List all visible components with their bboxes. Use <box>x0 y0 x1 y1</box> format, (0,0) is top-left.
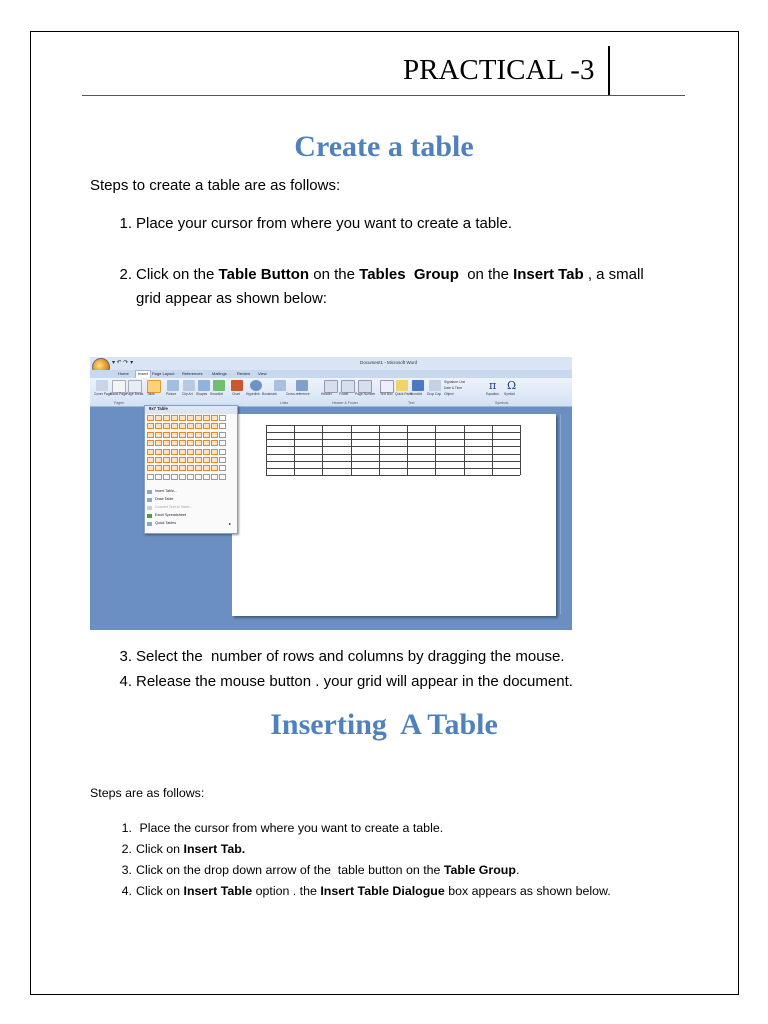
smartart-icon <box>213 380 225 391</box>
grid-cell <box>171 465 178 471</box>
ribbon-label: Equation <box>486 392 500 396</box>
grid-cell <box>187 474 194 480</box>
insert-table-icon <box>147 490 152 494</box>
list-text-continued: grid appear as shown below: <box>136 290 327 307</box>
list-text: box appears as shown below. <box>444 884 611 898</box>
grid-cell <box>155 449 162 455</box>
ribbon-label: Page Break <box>126 392 144 396</box>
grid-cell <box>171 423 178 429</box>
grid-cell <box>171 474 178 480</box>
header-rule <box>82 95 685 96</box>
list-text: on the <box>458 266 514 283</box>
bookmark-icon <box>274 380 286 391</box>
group-label-symbols: Symbols <box>495 401 509 405</box>
bold-term: Insert Table <box>183 884 253 898</box>
list-text: Click on the <box>136 266 219 283</box>
excel-icon <box>147 514 152 518</box>
grid-cell <box>147 474 154 480</box>
grid-cell <box>219 457 226 463</box>
bold-term: Insert Table Dialogue <box>320 884 445 898</box>
section-intro: Steps to create a table are as follows: <box>90 177 341 194</box>
tab-insert: Insert <box>135 370 151 379</box>
table-column-line <box>379 425 380 475</box>
page-edge <box>560 414 561 614</box>
grid-cell <box>147 465 154 471</box>
grid-cell <box>171 449 178 455</box>
table-row-line <box>266 475 520 476</box>
list-text: Place the cursor from where you want to create a table. <box>136 821 444 835</box>
grid-cell <box>179 474 186 480</box>
ribbon-side-item: Signature Line <box>444 380 466 384</box>
table-row-line <box>266 432 520 433</box>
list-text: Release the mouse button . your grid will appear in the document. <box>136 673 573 690</box>
list-number: 4. <box>121 884 132 898</box>
grid-cell <box>203 423 210 429</box>
list-text: Select the number of rows and columns by dragging the mouse. <box>136 648 565 665</box>
grid-cell <box>147 440 154 446</box>
section-heading-inserting-table <box>0 708 768 742</box>
table-column-line <box>407 425 408 475</box>
ribbon-label: Shapes <box>196 392 208 396</box>
grid-cell <box>187 465 194 471</box>
list-number: 2. <box>119 266 132 283</box>
dropdown-item: Excel Spreadsheet <box>155 513 186 517</box>
equation-icon: π <box>489 379 497 392</box>
grid-cell <box>147 432 154 438</box>
grid-cell <box>163 415 170 421</box>
table-row-line <box>266 454 520 455</box>
ribbon-label: Symbol <box>504 392 515 396</box>
dropdown-item: Convert Text to Table... <box>155 505 193 509</box>
table-column-line <box>322 425 323 475</box>
word-screenshot <box>90 357 572 630</box>
ribbon-label: Page Number <box>355 392 376 396</box>
section-heading-create-table: Create a table <box>294 130 474 163</box>
list-text: Click on <box>136 842 184 856</box>
grid-cell <box>203 474 210 480</box>
list-number: 2. <box>121 842 132 856</box>
wordart-icon <box>412 380 424 391</box>
table-column-line <box>492 425 493 475</box>
grid-cell <box>195 465 202 471</box>
group-label-links: Links <box>280 401 289 405</box>
grid-cell <box>211 440 218 446</box>
grid-cell <box>203 432 210 438</box>
dropdown-item: Insert Table... <box>155 489 178 493</box>
grid-cell <box>219 423 226 429</box>
table-column-line <box>520 425 521 475</box>
ribbon-tabs <box>90 370 572 378</box>
cover-page-icon <box>96 380 108 391</box>
drop-cap-icon <box>429 380 441 391</box>
ribbon-label: WordArt <box>410 392 423 396</box>
grid-cell <box>147 457 154 463</box>
list-text: Click on the drop down arrow of the table button on the <box>136 863 444 877</box>
tab-references: References <box>182 371 203 376</box>
chart-icon <box>231 380 243 391</box>
page-header-title: PRACTICAL -3 <box>403 54 595 86</box>
convert-text-icon <box>147 506 152 510</box>
dropdown-item: Draw Table <box>155 497 174 501</box>
document-table-preview <box>266 425 520 475</box>
draw-table-icon <box>147 498 152 502</box>
grid-cell <box>195 423 202 429</box>
ribbon-label: Table <box>147 392 155 396</box>
grid-cell <box>163 432 170 438</box>
ribbon-label: Hyperlink <box>246 392 260 396</box>
grid-cell <box>219 474 226 480</box>
ribbon-label: Picture <box>166 392 177 396</box>
grid-cell <box>203 449 210 455</box>
grid-cell <box>155 474 162 480</box>
ribbon-label: Blank Page <box>110 392 127 396</box>
grid-cell <box>203 440 210 446</box>
cross-reference-icon <box>296 380 308 391</box>
table-row-line <box>266 461 520 462</box>
grid-cell <box>219 440 226 446</box>
list-text: option . the <box>252 884 321 898</box>
bold-term: Insert Tab <box>513 266 584 283</box>
ribbon-label: Cover Page <box>94 392 112 396</box>
list-number: 1. <box>121 821 132 835</box>
grid-cell <box>163 465 170 471</box>
title-bar <box>90 357 572 370</box>
table-column-line <box>351 425 352 475</box>
table-row-line <box>266 446 520 447</box>
grid-cell <box>163 449 170 455</box>
grid-cell <box>155 440 162 446</box>
window-title: Document1 - Microsoft Word <box>360 360 418 365</box>
ribbon-side-item: Object <box>444 392 454 396</box>
tab-page-layout: Page Layout <box>152 371 175 376</box>
tab-home: Home <box>118 371 129 376</box>
grid-cell <box>195 432 202 438</box>
dropdown-title: 9x7 Table <box>145 406 237 414</box>
grid-cell <box>187 449 194 455</box>
ribbon-label: Chart <box>232 392 241 396</box>
shapes-icon <box>198 380 210 391</box>
tab-view: View <box>258 371 267 376</box>
grid-cell <box>171 440 178 446</box>
table-column-line <box>464 425 465 475</box>
grid-cell <box>195 440 202 446</box>
bold-term: Insert Tab. <box>183 842 246 856</box>
ribbon-label: Text Box <box>380 392 393 396</box>
bold-term: Table Button <box>218 266 310 283</box>
list-text: Click on <box>136 884 184 898</box>
ribbon-label: Bookmark <box>262 392 277 396</box>
picture-icon <box>167 380 179 391</box>
symbol-icon: Ω <box>507 379 517 392</box>
clip-art-icon <box>183 380 195 391</box>
list-number: 1. <box>119 215 132 232</box>
grid-cell <box>171 415 178 421</box>
list-text: . <box>515 863 520 877</box>
grid-cell <box>211 432 218 438</box>
grid-cell <box>219 432 226 438</box>
list-number: 3. <box>121 863 132 877</box>
grid-cell <box>187 457 194 463</box>
ribbon-label: Header <box>321 392 332 396</box>
grid-cell <box>155 432 162 438</box>
grid-cell <box>195 457 202 463</box>
grid-cell <box>179 457 186 463</box>
list-text: , a small <box>583 266 644 283</box>
grid-cell <box>195 415 202 421</box>
grid-cell <box>179 449 186 455</box>
grid-cell <box>211 415 218 421</box>
grid-cell <box>187 415 194 421</box>
quick-access-toolbar: ▾ ↶ ↷ ▾ <box>112 360 134 366</box>
table-row-line <box>266 439 520 440</box>
table-column-line <box>266 425 267 475</box>
table-column-line <box>294 425 295 475</box>
grid-cell <box>155 465 162 471</box>
grid-cell <box>187 423 194 429</box>
grid-cell <box>147 423 154 429</box>
dropdown-item: Quick Tables <box>155 521 177 525</box>
table-column-line <box>435 425 436 475</box>
grid-cell <box>211 465 218 471</box>
grid-cell <box>195 449 202 455</box>
grid-cell <box>195 474 202 480</box>
grid-cell <box>163 423 170 429</box>
grid-cell <box>171 432 178 438</box>
ribbon-label: Cross-reference <box>286 392 310 396</box>
grid-cell <box>219 415 226 421</box>
grid-cell <box>219 465 226 471</box>
grid-cell <box>203 457 210 463</box>
grid-cell <box>155 457 162 463</box>
hyperlink-icon <box>250 380 262 391</box>
group-label-pages: Pages <box>114 401 124 405</box>
table-dropdown-menu <box>144 405 238 534</box>
grid-cell <box>179 465 186 471</box>
grid-cell <box>147 449 154 455</box>
grid-cell <box>211 423 218 429</box>
ribbon-label: Drop Cap <box>427 392 442 396</box>
list-text: on the <box>309 266 360 283</box>
list-number: 3. <box>119 648 132 665</box>
grid-cell <box>187 440 194 446</box>
grid-cell <box>163 440 170 446</box>
grid-cell <box>163 474 170 480</box>
group-label-text: Text <box>408 401 415 405</box>
ribbon-label: Quick Parts <box>395 392 413 396</box>
tab-review: Review <box>237 371 251 376</box>
table-row-line <box>266 468 520 469</box>
list-number: 4. <box>119 673 132 690</box>
header-divider <box>608 46 610 96</box>
grid-cell <box>179 432 186 438</box>
ribbon-label: SmartArt <box>210 392 224 396</box>
ribbon-label: Clip Art <box>182 392 193 396</box>
group-label-header-footer: Header & Footer <box>332 401 358 405</box>
heading-text: Inserting A Table <box>270 708 498 741</box>
ribbon-label: Footer <box>339 392 349 396</box>
quick-tables-icon <box>147 522 152 526</box>
tab-mailings: Mailings <box>212 371 227 376</box>
bold-term: Table Group <box>443 863 516 877</box>
grid-cell <box>179 415 186 421</box>
grid-cell <box>155 423 162 429</box>
grid-cell <box>211 457 218 463</box>
grid-cell <box>179 440 186 446</box>
grid-cell <box>155 415 162 421</box>
grid-cell <box>187 432 194 438</box>
quick-parts-icon <box>396 380 408 391</box>
grid-cell <box>163 457 170 463</box>
grid-cell <box>147 415 154 421</box>
grid-cell <box>211 474 218 480</box>
table-row-line <box>266 425 520 426</box>
grid-cell <box>203 465 210 471</box>
grid-cell <box>211 449 218 455</box>
ribbon-side-item: Date & Time <box>444 386 463 390</box>
grid-cell <box>203 415 210 421</box>
grid-cell <box>179 423 186 429</box>
list-text: Place your cursor from where you want to create a table. <box>136 215 513 232</box>
grid-cell <box>171 457 178 463</box>
grid-cell <box>219 449 226 455</box>
submenu-arrow-icon: ▸ <box>229 521 232 526</box>
ribbon <box>90 378 572 407</box>
section-intro: Steps are as follows: <box>90 786 205 800</box>
bold-term: Tables Group <box>359 266 459 283</box>
